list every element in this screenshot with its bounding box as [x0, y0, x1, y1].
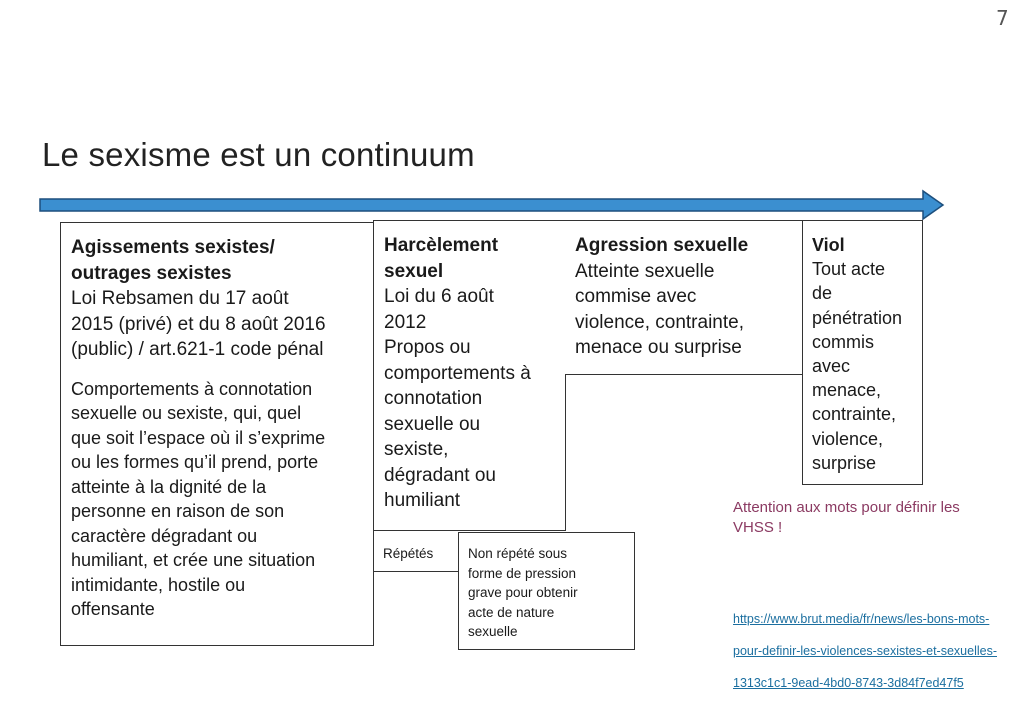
viol-desc-2: de [812, 283, 833, 304]
non-repete-line-1: Non répété sous [468, 546, 568, 561]
vhss-note: Attention aux mots pour définir les VHSS ! [733, 499, 960, 536]
box-viol [802, 220, 923, 485]
viol-heading: Viol [812, 235, 845, 255]
harcelement-heading-1: Harcèlement [384, 235, 499, 256]
page-number: 7 [996, 6, 1009, 30]
agissements-law-3: (public) / art.621-1 code pénal [71, 339, 324, 360]
agissements-heading-1: Agissements sexistes/ [71, 237, 275, 258]
continuum-arrow-shape [40, 191, 943, 219]
harcelement-desc-7: humiliant [384, 490, 461, 511]
viol-desc-5: avec [812, 356, 851, 377]
viol-desc-4: commis [812, 331, 874, 352]
agissements-desc-10: offensante [71, 599, 155, 619]
agissements-desc-2: sexuelle ou sexiste, qui, quel [71, 403, 302, 423]
viol-desc-7: contrainte, [812, 404, 897, 425]
repetes-underline [373, 571, 459, 572]
harcelement-desc-3: connotation [384, 388, 483, 409]
agissements-law-1: Loi Rebsamen du 17 août [71, 288, 289, 309]
non-repete-line-2: forme de pression [468, 565, 577, 581]
brut-media-link-line-1: https://www.brut.media/fr/news/les-bons-mots- [733, 612, 990, 626]
slide-title: Le sexisme est un continuum [42, 136, 475, 173]
agissements-law-2: 2015 (privé) et du 8 août 2016 [71, 313, 326, 335]
agression-desc-3: violence, contrainte, [575, 311, 744, 333]
non-repete-line-4: acte de nature [468, 604, 555, 620]
agissements-heading-2: outrages sexistes [71, 262, 232, 284]
agissements-desc-1: Comportements à connotation [71, 378, 313, 399]
brut-media-link-line-2: pour-definir-les-violences-sexistes-et-sexuelles- [733, 644, 997, 658]
viol-desc-9: surprise [812, 452, 877, 473]
continuum-arrow [38, 188, 948, 222]
repetes-label: Répétés [383, 546, 434, 561]
harcelement-desc-2: comportements à [384, 362, 531, 384]
viol-desc-8: violence, [812, 428, 884, 449]
harcelement-desc-1: Propos ou [384, 337, 471, 358]
agissements-desc-5: atteinte à la dignité de la [71, 476, 267, 497]
agression-desc-4: menace ou surprise [575, 337, 742, 358]
harcelement-heading-2: sexuel [384, 260, 444, 282]
agissements-desc-4: ou les formes qu’il prend, porte [71, 452, 319, 472]
viol-desc-6: menace, [812, 380, 882, 401]
non-repete-line-3: grave pour obtenir [468, 585, 578, 600]
box-agression-sexuelle [565, 220, 803, 375]
box-harcelement-sexuel [373, 220, 566, 531]
agissements-desc-6: personne en raison de son [71, 501, 285, 521]
harcelement-law-1: Loi du 6 août [384, 286, 494, 307]
viol-desc-1: Tout acte [812, 259, 886, 280]
harcelement-desc-6: dégradant ou [384, 464, 496, 486]
agression-heading: Agression sexuelle [575, 235, 749, 256]
brut-media-link-line-3: 1313c1c1-9ead-4bd0-8743-3d84f7ed47f5 [733, 676, 964, 690]
harcelement-law-2: 2012 [384, 311, 427, 333]
agissements-desc-8: humiliant, et crée une situation [71, 550, 316, 570]
box-non-repete [458, 532, 635, 650]
brut-media-link[interactable] [733, 595, 1023, 707]
harcelement-desc-4: sexuelle ou [384, 413, 481, 435]
agissements-desc-3: que soit l’espace où il s’exprime [71, 427, 326, 448]
harcelement-desc-5: sexiste, [384, 439, 449, 460]
viol-desc-3: pénétration [812, 307, 903, 328]
agissements-desc-9: intimidante, hostile ou [71, 574, 246, 595]
box-agissements-sexistes [60, 222, 374, 646]
agression-desc-2: commise avec [575, 286, 697, 307]
agissements-desc-7: caractère dégradant ou [71, 525, 258, 546]
non-repete-line-5: sexuelle [468, 624, 518, 639]
agression-desc-1: Atteinte sexuelle [575, 260, 715, 282]
